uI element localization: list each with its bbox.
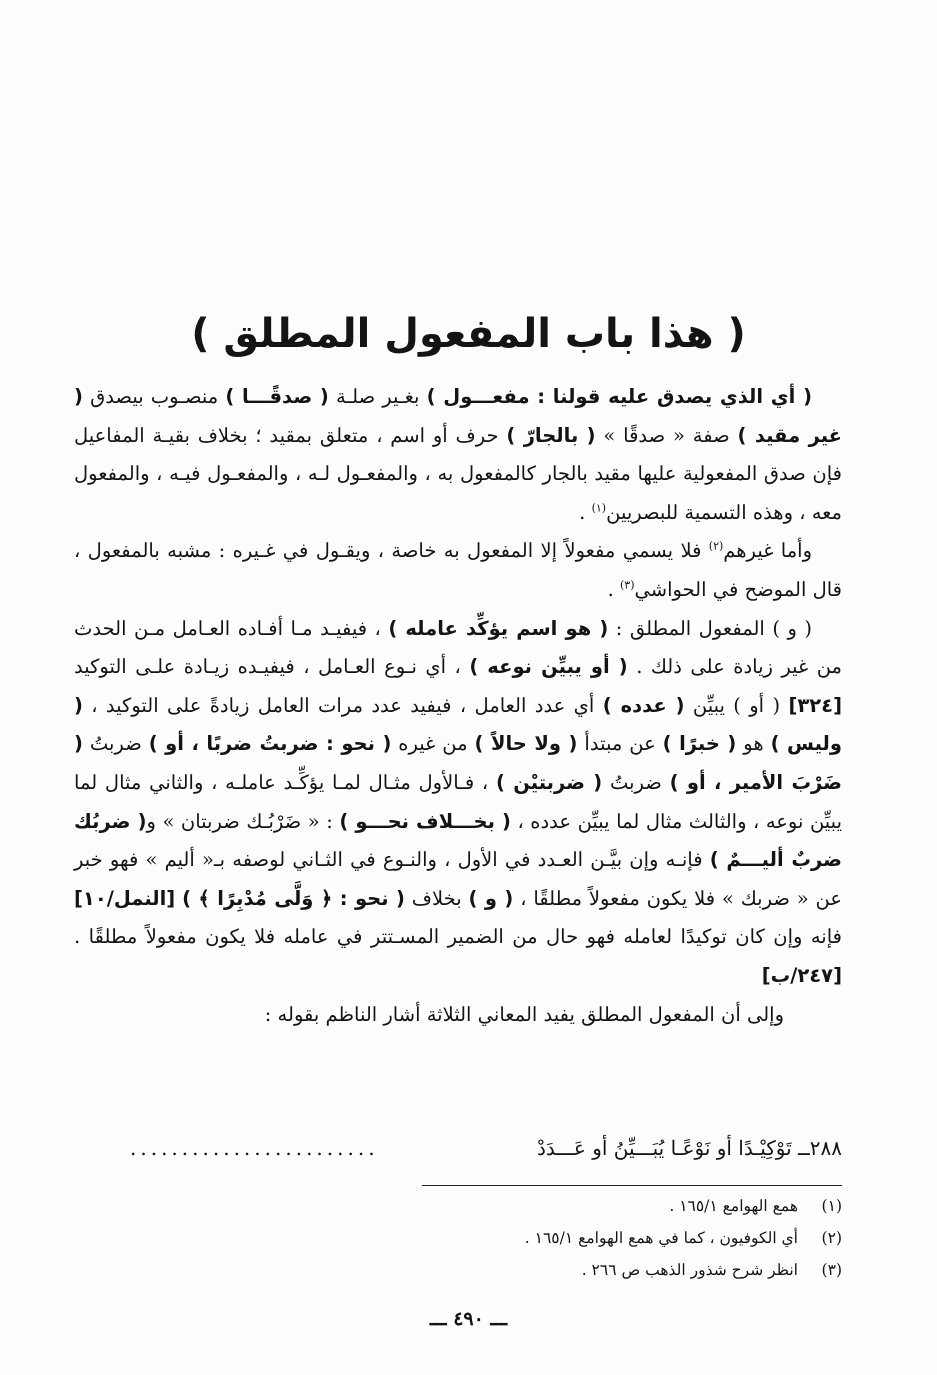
bold-phrase: [٢٤٧/ب] — [761, 963, 842, 987]
bold-phrase: ( أي الذي يصدق عليه قولنا : مفعـــول ) — [426, 385, 812, 408]
bold-phrase: ( بالجارّ ) — [506, 423, 596, 447]
text-span: بخلاف — [404, 886, 469, 910]
bold-phrase: ( نحو : ضربتُ ضربًا ، أو ) — [148, 732, 392, 756]
text-span: فإنـه وإن بيَّـن العـدد في الأول ، والنـوع في الثـاني لوصفه بـ« أليم » فهو خبر عن « ضربك » فلا يكون مفعولاً مطلقًا ، — [74, 848, 843, 910]
text-span: من غيره — [391, 732, 475, 756]
text-span: هو — [736, 732, 771, 756]
text-span: صفة « صدقًا » — [595, 423, 738, 447]
bold-phrase: ( عدده ) — [602, 693, 685, 717]
bold-phrase: ( بخـــلاف نحـــو ) — [339, 809, 511, 833]
verse-text: ٢٨٨ــ تَوْكِيْـدًا أو نَوْعًـا يُبَـــيِّنُ أو عَـــدَدْ — [536, 1136, 842, 1160]
verse-line — [130, 1136, 842, 1170]
text-span: منصـوب بيصدق — [82, 385, 226, 408]
text-span: أي عدد العامل ، فيفيد عدد مرات العامل زيادةً على التوكيد ، — [82, 693, 603, 717]
footnote-1 — [300, 1190, 842, 1222]
bold-phrase: [٣٢٤] — [788, 693, 842, 717]
text-span: فإنه وإن كان توكيدًا لعامله فهو حال من الضمير المسـتتر في عامله فلا يكون مفعولاً مطلقًا . — [74, 925, 842, 949]
bold-phrase: [النمل/١٠] — [74, 886, 176, 910]
footnote-number: (١) — [821, 1197, 842, 1215]
footnote-text: همع الهوامع ١٦٥/١ . — [669, 1197, 798, 1215]
text-span: بغـير صلـة — [328, 385, 427, 408]
paragraph-1 — [74, 378, 842, 532]
paragraph-3 — [74, 610, 842, 996]
footnote-2 — [300, 1222, 842, 1254]
text-span: ، فيفيـد مـا أفـاده العـامل مـن الحدث من غير زيادة على ذلك . — [74, 616, 842, 679]
bold-phrase: ( نحو : ﴿ وَلَّى مُدْبِرًا ﴾ ) — [182, 886, 405, 910]
footnotes — [300, 1190, 842, 1286]
text-span: حرف أو اسم ، متعلق بمقيد ؛ بخلاف بقيـة المفاعيل فإن صدق المفعولية عليها مقيد بالجار كالمفعول به ، والمفعـول لـه ، والمفعـول فيـه ، والمفعول معه ، وهذه التسمية للبصريين — [74, 423, 842, 524]
paragraph-2 — [74, 532, 842, 609]
main-text — [74, 378, 842, 1034]
page-number: ـــ ٤٩٠ ـــ — [429, 1308, 508, 1330]
text-span: ( أو ) يبيِّن — [684, 693, 789, 717]
footnote-ref: (١) — [591, 501, 607, 515]
footnote-text: انظر شرح شذور الذهب ص ٢٦٦ . — [581, 1261, 798, 1279]
bold-phrase: ( ضَرْبَ الأمير ، أو ) — [74, 732, 843, 794]
verse-dots: ........................ — [130, 1136, 379, 1160]
bold-phrase: ( ولا حالاً ) — [474, 732, 578, 756]
bold-phrase: ( هو اسم يؤكِّد عامله ) — [388, 616, 609, 640]
text-span: ، أي نـوع العـامل ، فيفيـده زيـادة علـى التوكيد — [74, 655, 470, 679]
footnote-ref: (٣) — [620, 578, 635, 592]
text-span: : « ضَرْبُـك ضربتان » و — [146, 809, 340, 833]
footnote-3 — [300, 1254, 842, 1286]
text-span: . — [579, 500, 592, 524]
bold-phrase: ( ضربتيْن ) — [495, 770, 603, 794]
footnote-text: أي الكوفيون ، كما في همع الهوامع ١٦٥/١ . — [524, 1229, 798, 1247]
bold-phrase: ( و ) — [468, 886, 514, 910]
chapter-title: ( هذا باب المفعول المطلق ) — [191, 311, 746, 357]
text-span: فلا يسمي مفعولاً إلا المفعول به خاصة ، ويقـول في غـيره : مشبه بالمفعول ، قال الموضح في الحواشي — [74, 539, 842, 601]
footnote-number: (٢) — [821, 1229, 842, 1247]
footnote-number: (٣) — [821, 1261, 842, 1279]
bold-phrase: ( وليس ) — [74, 693, 842, 756]
text-span: ضربتُ — [602, 770, 670, 794]
bold-phrase: ( أو يبيِّن نوعه ) — [469, 655, 628, 679]
bold-phrase: ( خبرًا ) — [662, 732, 737, 756]
paragraph-4: وإلى أن المفعول المطلق يفيد المعاني الثلاثة أشار الناظم بقوله : — [264, 1002, 784, 1026]
bold-phrase: ( صدقًـــا ) — [225, 385, 329, 408]
bold-phrase: ( ضربُك ضربٌ أليـــمٌ ) — [74, 809, 842, 872]
text-span: ، فـالأول مثـال لمـا يؤكِّـد عاملـه ، والثاني مثال لما يبيِّن نوعه ، والثالث مثال لما يبيِّن عدده ، — [74, 770, 842, 833]
text-span: وأما غيرهم — [723, 539, 812, 563]
text-span: عن مبتدأ — [577, 732, 663, 756]
text-span: ( و ) المفعول المطلق : — [608, 616, 812, 640]
footnote-divider — [422, 1185, 842, 1186]
text-span: ضربتُ — [82, 732, 149, 756]
text-span: . — [607, 577, 620, 601]
footnote-ref: (٢) — [708, 539, 724, 553]
bold-phrase: ( غير مقيد ) — [74, 385, 842, 447]
